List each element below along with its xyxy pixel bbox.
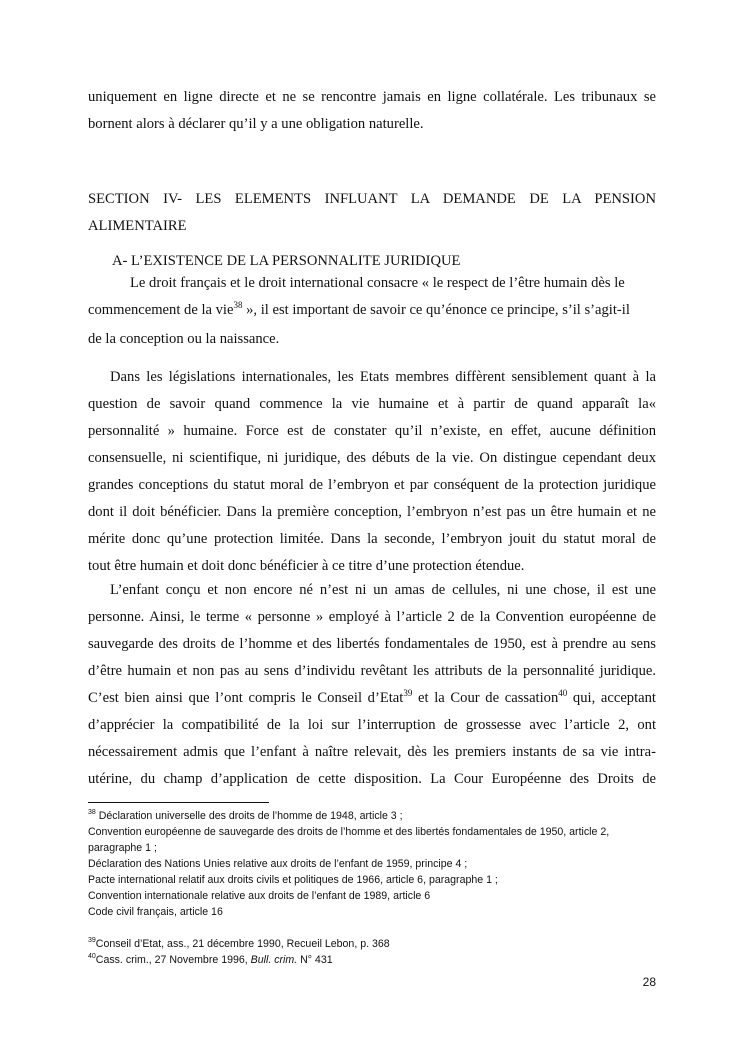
footnote-spacer [88,920,668,936]
text-line: personne. Ainsi, le terme « personne » employé à l’article 2 de la Convention européenne de [88,609,656,625]
text-line: d’apprécier la compatibilité de la loi sur l’interruption de grossesse avec l’article 2, ont [88,717,656,733]
footnote-text: N° 431 [297,954,333,966]
footnote-39 [88,936,668,952]
footnote-text: Conseil d’Etat, ass., 21 décembre 1990, Recueil Lebon, p. 368 [95,938,390,950]
footnote-ref-38[interactable]: 38 [233,300,243,310]
intro-paragraph [88,84,656,138]
text-fragment: », il est important de savoir ce qu’énonce ce principe, s’il s’agit-il [242,302,630,318]
text-line: utérine, du champ d’application de cette disposition. La Cour Européenne des Droits de [88,771,656,787]
footnote-italic-text: Bull. crim. [250,954,298,966]
footnote-text: Cass. crim., 27 Novembre 1996, [95,954,251,966]
paragraph-3 [88,577,656,793]
text-line: mérite donc qu’une protection limitée. Dans la seconde, l’embryon jouit du statut moral de [88,531,656,547]
text-line: Le droit français et le droit international consacre « le respect de l’être humain dès le [130,275,625,291]
text-line: personnalité » humaine. Force est de constater qu’il n’existe, en effet, aucune définition [88,423,656,439]
footnote-40 [88,952,668,968]
paragraph-1 [88,272,656,353]
subheading [112,250,652,272]
subheading-text: A- L’EXISTENCE DE LA PERSONNALITE JURIDIQUE [112,253,461,269]
text-line: de la conception ou la naissance. [88,331,280,347]
footnote-ref-39[interactable]: 39 [403,688,413,698]
text-fragment: commencement de la vie [88,302,234,318]
text-line: question de savoir quand commence la vie humaine et à partir de quand apparaît la« [88,396,656,412]
footnote-38 [88,808,668,824]
footnotes [88,808,668,968]
footnote-line: Pacte international relatif aux droits civils et politiques de 1966, article 6, paragraphe 1 ; [88,874,498,886]
text-line: tout être humain et doit donc bénéficier à ce titre d’une protection étendue. [88,558,525,574]
text-fragment: et la Cour de cassation [412,690,559,706]
text-line: uniquement en ligne directe et ne se rencontre jamais en ligne collatérale. Les tribunaux se [88,89,656,105]
text-line: dont il doit bénéficier. Dans la première conception, l’embryon n’est pas un être humain et ne [88,504,656,520]
text-line: L’enfant conçu et non encore né n’est ni un amas de cellules, ni une chose, il est une [110,582,656,598]
text-fragment: qui, acceptant [567,690,656,706]
text-line: consensuelle, ni scientifique, ni juridique, des débuts de la vie. On distingue cependant deux [88,450,656,466]
section-heading [88,186,656,240]
text-line: sauvegarde des droits de l’homme et des libertés fondamentales de 1950, est à prendre au sens [88,636,656,652]
footnote-separator [88,802,269,803]
text-line: grandes conceptions du statut moral de l’embryon et par conséquent de la protection juridique [88,477,656,493]
paragraph-2 [88,364,656,580]
text-line: nécessairement admis que l’enfant à naître relevait, dès les premiers instants de sa vie intra- [88,744,656,760]
text-line [88,685,656,712]
text-fragment: C’est bien ainsi que l’ont compris le Conseil d’Etat [88,690,404,706]
footnote-number: 38 [88,809,96,816]
footnote-ref-40[interactable]: 40 [558,688,568,698]
footnote-number: 39 [88,937,96,944]
section-heading-line: ALIMENTAIRE [88,218,187,234]
footnote-line: Convention européenne de sauvegarde des droits de l’homme et des libertés fondamentales de 1950, article 2, [88,826,610,838]
footnote-text: Déclaration universelle des droits de l’homme de 1948, article 3 ; [95,810,403,822]
footnote-number: 40 [88,953,96,960]
text-line [88,294,656,326]
footnote-line: Code civil français, article 16 [88,906,223,918]
footnote-line: paragraphe 1 ; [88,842,157,854]
page-number: 28 [642,975,656,989]
text-line: d’être humain et non pas au sens d’individu revêtant les attributs de la personnalité juridique. [88,663,656,679]
text-line: bornent alors à déclarer qu’il y a une obligation naturelle. [88,116,424,132]
footnote-line: Convention internationale relative aux droits de l’enfant de 1989, article 6 [88,890,431,902]
text-line: Dans les législations internationales, les Etats membres diffèrent sensiblement quant à la [110,369,656,385]
footnote-line: Déclaration des Nations Unies relative aux droits de l’enfant de 1959, principe 4 ; [88,858,468,870]
section-heading-line: SECTION IV- LES ELEMENTS INFLUANT LA DEMANDE DE LA PENSION [88,191,656,207]
